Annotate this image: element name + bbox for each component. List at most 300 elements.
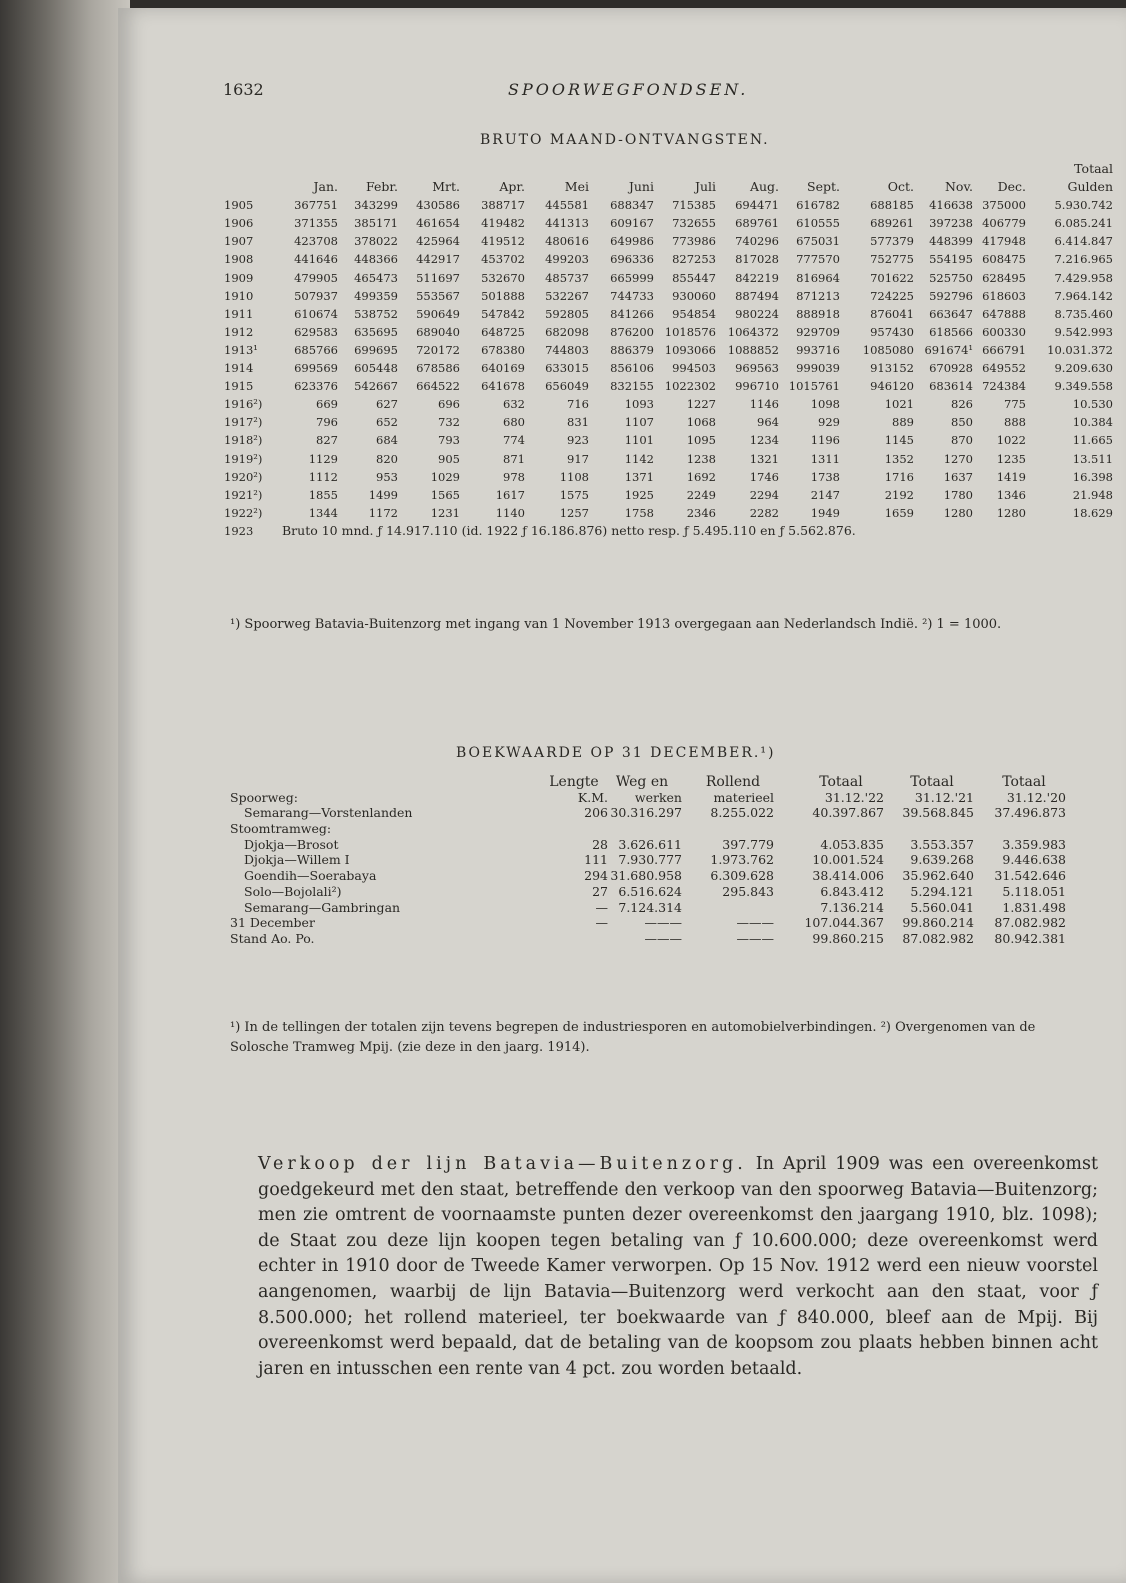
monthly-value-cell: 1107 [624,415,654,430]
monthly-value-cell: 964 [757,415,779,430]
monthly-value-cell: 688185 [870,198,914,213]
monthly-value-cell: 648725 [481,324,525,339]
monthly-value-cell: 618566 [929,324,973,339]
monthly-value-cell: 499203 [545,252,589,267]
monthly-value-cell: 378022 [354,234,398,249]
monthly-value-cell: 453702 [481,252,525,267]
monthly-value-cell: 1196 [810,433,840,448]
book-value-label-cell: Djokja—Willem I [244,852,350,868]
monthly-value-cell: 1855 [308,487,338,502]
book-value-number-cell: Totaal [1002,774,1046,790]
monthly-value-cell: 689761 [735,216,779,231]
monthly-value-cell: Mrt. [432,179,460,195]
monthly-value-cell: 610555 [796,216,840,231]
monthly-value-cell: 994503 [672,361,716,376]
monthly-value-cell: 397238 [929,216,973,231]
book-value-number-cell: — [595,915,608,931]
monthly-value-cell: 1093 [624,397,654,412]
monthly-value-cell: 1022 [996,433,1026,448]
monthly-year-cell: 1921²) [224,487,263,502]
monthly-value-cell: 343299 [354,198,398,213]
monthly-year-cell: 1907 [224,234,254,249]
monthly-value-cell: 2346 [686,505,716,520]
monthly-table-title: BRUTO MAAND-ONTVANGSTEN. [480,132,770,148]
monthly-value-cell: 775 [1004,397,1026,412]
book-value-number-cell: — [595,899,608,915]
book-value-number-cell: 9.639.268 [910,852,974,868]
monthly-value-cell: 485737 [545,270,589,285]
monthly-value-cell: 592796 [929,288,973,303]
monthly-value-cell: 1565 [430,487,460,502]
book-value-number-cell: Totaal [819,774,863,790]
monthly-value-cell: 796 [316,415,338,430]
monthly-value-cell: 532670 [481,270,525,285]
monthly-value-cell: 905 [438,451,460,466]
monthly-year-cell: 1917²) [224,415,263,430]
monthly-value-cell: 773986 [672,234,716,249]
book-value-label-cell: Djokja—Brosot [244,836,339,852]
book-value-label-cell: Semarang—Vorstenlanden [244,805,413,821]
monthly-value-cell: Sept. [807,179,840,195]
book-value-number-cell: 6.309.628 [710,868,774,884]
monthly-value-cell: 628495 [982,270,1026,285]
monthly-value-cell: 10.530 [1072,397,1113,412]
monthly-value-cell: 1738 [810,469,840,484]
monthly-value-cell: 1499 [368,487,398,502]
monthly-value-cell: 929709 [796,324,840,339]
monthly-value-cell: 635695 [354,324,398,339]
monthly-year-cell: 1918²) [224,433,263,448]
monthly-value-cell: 6.414.847 [1054,234,1113,249]
monthly-value-cell: 1064372 [727,324,779,339]
book-value-number-cell: 31.12.'22 [824,789,884,805]
monthly-value-cell: 1344 [308,505,338,520]
book-value-number-cell: 31.680.958 [610,868,682,884]
monthly-value-cell: 641678 [481,379,525,394]
book-value-number-cell: materieel [713,789,774,805]
monthly-value-cell: 887494 [735,288,779,303]
monthly-value-cell: 1659 [884,505,914,520]
monthly-year-cell: 1908 [224,252,254,267]
monthly-value-cell: Dec. [997,179,1026,195]
monthly-value-cell: 9.209.630 [1054,361,1113,376]
book-value-number-cell: 5.118.051 [1002,883,1066,899]
monthly-value-cell: 2282 [749,505,779,520]
monthly-value-cell: 993716 [796,342,840,357]
monthly-value-cell: Nov. [944,179,973,195]
monthly-value-cell: 608475 [982,252,1026,267]
monthly-value-cell: 21.948 [1072,487,1113,502]
book-value-number-cell: 7.930.777 [618,852,682,868]
monthly-value-cell: 11.665 [1072,433,1113,448]
monthly-value-cell: 1145 [884,433,914,448]
book-value-label-cell: Goendih—Soerabaya [244,868,377,884]
book-value-number-cell: 4.053.835 [820,836,884,852]
monthly-value-cell: 886379 [610,342,654,357]
monthly-value-cell: 609167 [610,216,654,231]
book-value-number-cell: Totaal [910,774,954,790]
monthly-value-cell: 666791 [982,342,1026,357]
monthly-value-cell: 511697 [416,270,460,285]
monthly-year-cell: 1913¹ [224,342,258,357]
book-value-number-cell: Weg en [615,774,669,790]
monthly-value-cell: 1227 [686,397,716,412]
monthly-value-cell: 627 [376,397,398,412]
book-value-number-cell: 39.568.845 [902,805,974,821]
monthly-value-cell: 777570 [796,252,840,267]
book-value-number-cell: 38.414.006 [812,868,884,884]
monthly-value-cell: 1140 [495,505,525,520]
monthly-value-cell: 1692 [686,469,716,484]
book-value-number-cell: 27 [592,883,608,899]
monthly-value-cell: 10.031.372 [1047,342,1113,357]
monthly-value-cell: 675031 [796,234,840,249]
monthly-value-cell: 385171 [354,216,398,231]
monthly-value-cell: 841266 [610,306,654,321]
monthly-value-cell: 649552 [982,361,1026,376]
monthly-value-cell: 696336 [610,252,654,267]
book-value-number-cell: Rollend [705,774,761,790]
article-heading: Verkoop der lijn Batavia—Buitenzorg. [258,1154,747,1174]
monthly-footnote: ¹) Spoorweg Batavia-Buitenzorg met ingang van 1 November 1913 overgegaan aan Nederlandsch Indië. ²) 1 = 1000. [230,617,1002,632]
monthly-value-cell: 696 [438,397,460,412]
monthly-value-cell: 656049 [545,379,589,394]
monthly-value-cell: Mei [564,179,589,195]
monthly-value-cell: 417948 [982,234,1026,249]
book-value-number-cell: 6.516.624 [618,883,682,899]
monthly-value-cell: 716 [567,397,589,412]
monthly-value-cell: 461654 [416,216,460,231]
monthly-value-cell: 980224 [735,306,779,321]
monthly-value-cell: 465473 [354,270,398,285]
book-value-number-cell: 3.626.611 [618,836,682,852]
monthly-value-cell: 507937 [294,288,338,303]
book-value-number-cell: 99.860.214 [902,915,974,931]
monthly-value-cell: 682098 [545,324,589,339]
book-value-number-cell: ——— [644,915,682,931]
monthly-value-cell: 1146 [749,397,779,412]
monthly-year-cell: 1915 [224,379,254,394]
monthly-value-cell: 724225 [870,288,914,303]
monthly-value-cell: 9.542.993 [1054,324,1113,339]
monthly-value-cell: 842219 [735,270,779,285]
monthly-value-cell: 590649 [416,306,460,321]
monthly-value-cell: 610674 [294,306,338,321]
book-value-label-cell: Solo—Bojolali²) [244,883,342,899]
monthly-value-cell: 1021 [884,397,914,412]
monthly-value-cell: 632 [503,397,525,412]
monthly-value-cell: 652 [376,415,398,430]
monthly-value-cell: 699569 [294,361,338,376]
book-value-number-cell: 28 [592,836,608,852]
monthly-year-cell: 1906 [224,216,254,231]
monthly-year-cell: 1909 [224,270,254,285]
book-value-number-cell: 40.397.867 [812,805,884,821]
book-value-footnote: ¹) In de tellingen der totalen zijn tevens begrepen de industriesporen en automobielverbindingen. ²) Overgenomen van de Solosche Tramweg Mpij. (zie deze in den jaarg. 1914). [230,1020,1036,1055]
monthly-value-cell: 688347 [610,198,654,213]
book-value-number-cell: ——— [736,915,774,931]
monthly-value-cell: 1949 [810,505,840,520]
monthly-value-cell: 732655 [672,216,716,231]
monthly-total-header: Totaal [1074,161,1113,176]
monthly-value-cell: 1018576 [664,324,716,339]
monthly-value-cell: 701622 [870,270,914,285]
book-value-table-title: BOEKWAARDE OP 31 DECEMBER.¹) [456,745,776,761]
monthly-value-cell: 876041 [870,306,914,321]
monthly-value-cell: 694471 [735,198,779,213]
monthly-value-cell: 1311 [810,451,840,466]
monthly-value-cell: 1716 [884,469,914,484]
monthly-value-cell: 855447 [672,270,716,285]
monthly-value-cell: 793 [438,433,460,448]
monthly-value-cell: 618603 [982,288,1026,303]
monthly-value-cell: 1015761 [788,379,840,394]
monthly-value-cell: Aug. [749,179,779,195]
monthly-value-cell: 1098 [810,397,840,412]
monthly-value-cell: 732 [438,415,460,430]
monthly-value-cell: 448366 [354,252,398,267]
monthly-value-cell: 623376 [294,379,338,394]
monthly-value-cell: 1022302 [664,379,716,394]
monthly-value-cell: 684 [376,433,398,448]
monthly-value-cell: Apr. [499,179,525,195]
monthly-value-cell: 978 [503,469,525,484]
book-value-number-cell: 99.860.215 [812,930,884,946]
monthly-value-cell: 16.398 [1072,469,1113,484]
monthly-value-cell: 685766 [294,342,338,357]
monthly-value-cell: 1575 [559,487,589,502]
monthly-value-cell: 1257 [559,505,589,520]
monthly-year-cell: 1922²) [224,505,263,520]
monthly-value-cell: 416638 [929,198,973,213]
book-value-number-cell: 31.12.'20 [1006,789,1066,805]
monthly-value-cell: 669 [316,397,338,412]
book-value-number-cell: ——— [644,930,682,946]
book-value-number-cell: 294 [584,868,608,884]
book-value-number-cell: 111 [584,852,608,868]
monthly-value-cell: 430586 [416,198,460,213]
book-value-number-cell: 37.496.873 [994,805,1066,821]
monthly-value-cell: 600330 [982,324,1026,339]
monthly-value-cell: 649986 [610,234,654,249]
monthly-value-cell: 1093066 [664,342,716,357]
monthly-value-cell: 929 [818,415,840,430]
monthly-value-cell: 832155 [610,379,654,394]
monthly-value-cell: 419482 [481,216,525,231]
monthly-value-cell: 1617 [495,487,525,502]
monthly-value-cell: 419512 [481,234,525,249]
monthly-value-cell: 616782 [796,198,840,213]
monthly-value-cell: 2147 [810,487,840,502]
monthly-value-cell: 1068 [686,415,716,430]
monthly-value-cell: 633015 [545,361,589,376]
monthly-value-cell: 367751 [294,198,338,213]
monthly-value-cell: 525750 [929,270,973,285]
monthly-value-cell: 592805 [545,306,589,321]
monthly-value-cell: 10.384 [1072,415,1113,430]
monthly-value-cell: 724384 [982,379,1026,394]
monthly-year-cell: 1905 [224,198,254,213]
monthly-year-cell: 1916²) [224,397,263,412]
monthly-value-cell: 1371 [624,469,654,484]
monthly-value-cell: 553567 [416,288,460,303]
book-value-number-cell: 7.136.214 [820,899,884,915]
monthly-value-cell: 831 [567,415,589,430]
monthly-value-cell: 499359 [354,288,398,303]
monthly-value-cell: 816964 [796,270,840,285]
monthly-value-cell: 689261 [870,216,914,231]
monthly-value-cell: 744803 [545,342,589,357]
monthly-summary-text: Bruto 10 mnd. ƒ 14.917.110 (id. 1922 ƒ 16.186.876) netto resp. ƒ 5.495.110 en ƒ 5.562.876. [282,522,856,538]
monthly-value-cell: 629583 [294,324,338,339]
monthly-year-cell: 1912 [224,324,254,339]
monthly-value-cell: 1270 [943,451,973,466]
monthly-value-cell: Gulden [1067,179,1113,195]
book-value-number-cell: 8.255.022 [710,805,774,821]
monthly-value-cell: 888918 [796,306,840,321]
monthly-value-cell: 2294 [749,487,779,502]
book-value-number-cell: 5.294.121 [910,883,974,899]
book-value-number-cell: 80.942.381 [994,930,1066,946]
monthly-value-cell: 817028 [735,252,779,267]
monthly-value-cell: 678380 [481,342,525,357]
monthly-value-cell: 1746 [749,469,779,484]
monthly-value-cell: 388717 [481,198,525,213]
monthly-value-cell: 1758 [624,505,654,520]
monthly-value-cell: 1280 [943,505,973,520]
monthly-value-cell: 18.629 [1072,505,1113,520]
monthly-value-cell: 826 [951,397,973,412]
monthly-value-cell: Juli [694,179,716,195]
book-value-number-cell: werken [634,789,682,805]
book-value-number-cell: 5.560.041 [910,899,974,915]
monthly-value-cell: 1029 [430,469,460,484]
book-value-label-cell: Semarang—Gambringan [244,899,401,915]
monthly-year-cell: 1914 [224,361,254,376]
book-value-number-cell: 1.973.762 [710,852,774,868]
monthly-value-cell: 448399 [929,234,973,249]
monthly-value-cell: 640169 [481,361,525,376]
book-value-number-cell: 1.831.498 [1002,899,1066,915]
monthly-value-cell: 7.216.965 [1054,252,1113,267]
book-value-number-cell: 6.843.412 [820,883,884,899]
monthly-value-cell: 441646 [294,252,338,267]
book-value-number-cell: 31.12.'21 [914,789,974,805]
monthly-value-cell: 740296 [735,234,779,249]
monthly-value-cell: 547842 [481,306,525,321]
monthly-value-cell: 1280 [996,505,1026,520]
monthly-value-cell: 532267 [545,288,589,303]
monthly-value-cell: 1108 [559,469,589,484]
book-value-number-cell: 9.446.638 [1002,852,1066,868]
monthly-value-cell: 1112 [308,469,338,484]
monthly-value-cell: 871 [503,451,525,466]
monthly-value-cell: 999039 [796,361,840,376]
monthly-value-cell: 827253 [672,252,716,267]
monthly-value-cell: 930060 [672,288,716,303]
monthly-value-cell: 888 [1004,415,1026,430]
book-page [118,8,1126,1583]
book-value-number-cell: 35.962.640 [902,868,974,884]
monthly-value-cell: 371355 [294,216,338,231]
monthly-value-cell: 1780 [943,487,973,502]
book-value-number-cell: 3.359.983 [1002,836,1066,852]
monthly-value-cell: 1352 [884,451,914,466]
monthly-value-cell: 680 [503,415,525,430]
book-value-number-cell: 10.001.524 [812,852,884,868]
book-value-label-cell: Stoomtramweg: [230,821,332,837]
monthly-value-cell: 1419 [996,469,1026,484]
book-value-number-cell: 87.082.982 [994,915,1066,931]
book-value-number-cell: 87.082.982 [902,930,974,946]
monthly-value-cell: 889 [892,415,914,430]
page-number: 1632 [223,80,264,99]
monthly-value-cell: 954854 [672,306,716,321]
monthly-value-cell: 923 [567,433,589,448]
monthly-value-cell: 670928 [929,361,973,376]
monthly-value-cell: 953 [376,469,398,484]
book-page-edge [0,0,130,1583]
monthly-value-cell: 1129 [308,451,338,466]
book-value-number-cell: 30.316.297 [610,805,682,821]
monthly-value-cell: 1088852 [727,342,779,357]
monthly-year-cell: 1923 [224,523,254,538]
monthly-value-cell: 957430 [870,324,914,339]
book-value-number-cell: 3.553.357 [910,836,974,852]
monthly-value-cell: 445581 [545,198,589,213]
book-value-number-cell: 7.124.314 [618,899,682,915]
monthly-value-cell: Juni [628,179,654,195]
monthly-value-cell: 554195 [929,252,973,267]
monthly-value-cell: 480616 [545,234,589,249]
monthly-value-cell: 5.930.742 [1054,198,1113,213]
monthly-value-cell: 820 [376,451,398,466]
monthly-value-cell: 647888 [982,306,1026,321]
monthly-value-cell: 913152 [870,361,914,376]
monthly-value-cell: 1346 [996,487,1026,502]
monthly-value-cell: 664522 [416,379,460,394]
book-value-number-cell: 206 [584,805,608,821]
monthly-value-cell: 752775 [870,252,914,267]
book-value-number-cell: 397.779 [722,836,774,852]
monthly-value-cell: 605448 [354,361,398,376]
monthly-value-cell: 1085080 [862,342,914,357]
monthly-value-cell: 715385 [672,198,716,213]
monthly-value-cell: 441313 [545,216,589,231]
monthly-value-cell: 689040 [416,324,460,339]
monthly-value-cell: 442917 [416,252,460,267]
monthly-year-cell: 1910 [224,288,254,303]
monthly-value-cell: 871213 [796,288,840,303]
monthly-value-cell: 538752 [354,306,398,321]
monthly-value-cell: 501888 [481,288,525,303]
monthly-year-cell: 1911 [224,306,254,321]
monthly-value-cell: 917 [567,451,589,466]
monthly-value-cell: 1925 [624,487,654,502]
monthly-value-cell: 2249 [686,487,716,502]
monthly-value-cell: 850 [951,415,973,430]
monthly-value-cell: 876200 [610,324,654,339]
monthly-value-cell: 969563 [735,361,779,376]
book-value-number-cell: K.M. [577,789,608,805]
book-value-number-cell: 31.542.646 [994,868,1066,884]
monthly-value-cell: 375000 [982,198,1026,213]
monthly-value-cell: 406779 [982,216,1026,231]
monthly-value-cell: 1101 [624,433,654,448]
book-value-number-cell: 295.843 [722,883,774,899]
monthly-value-cell: 7.964.142 [1054,288,1113,303]
monthly-value-cell: 479905 [294,270,338,285]
